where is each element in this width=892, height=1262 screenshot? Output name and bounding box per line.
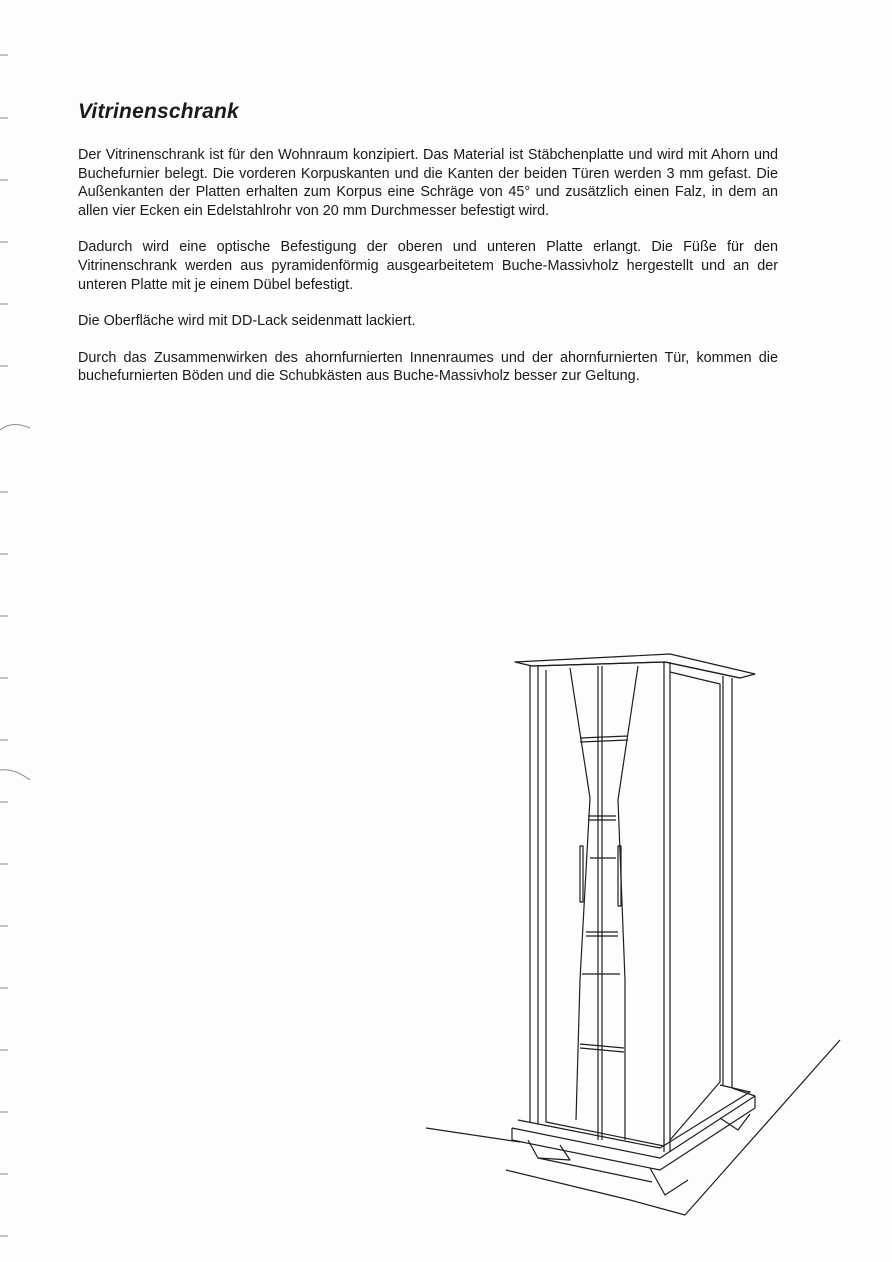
paragraph-2: Dadurch wird eine optische Befestigung der oberen und unteren Platte erlangt. Die Füße für den Vitrinenschrank werden aus pyramidenförmig ausgearbeitetem Buche-Massivholz hergestellt und an der unteren Platte mit je einem Dübel befestigt. xyxy=(78,239,778,293)
document-body xyxy=(78,146,778,404)
paragraph-3: Die Oberfläche wird mit DD-Lack seidenmatt lackiert. xyxy=(78,313,416,330)
cabinet-drawing xyxy=(420,640,850,1220)
paragraph-1: Der Vitrinenschrank ist für den Wohnraum konzipiert. Das Material ist Stäbchenplatte und wird mit Ahorn und Buchefurnier belegt. Die vorderen Korpuskanten und die Kanten der beiden Türen werden 3 mm gefast. Die Außenkanten der Platten erhalten zum Korpus eine Schräge von 45° und zusätzlich einen Falz, in dem an allen vier Ecken ein Edelstahlrohr von 20 mm Durchmesser befestigt wird. xyxy=(78,147,778,219)
binding-hole-marks xyxy=(0,0,40,1262)
document-title: Vitrinenschrank xyxy=(78,100,239,123)
paragraph-4: Durch das Zusammenwirken des ahornfurnierten Innenraumes und der ahornfurnierten Tür, kommen die buchefurnierten Böden und die Schubkästen aus Buche-Massivholz besser zur Geltung. xyxy=(78,349,778,385)
